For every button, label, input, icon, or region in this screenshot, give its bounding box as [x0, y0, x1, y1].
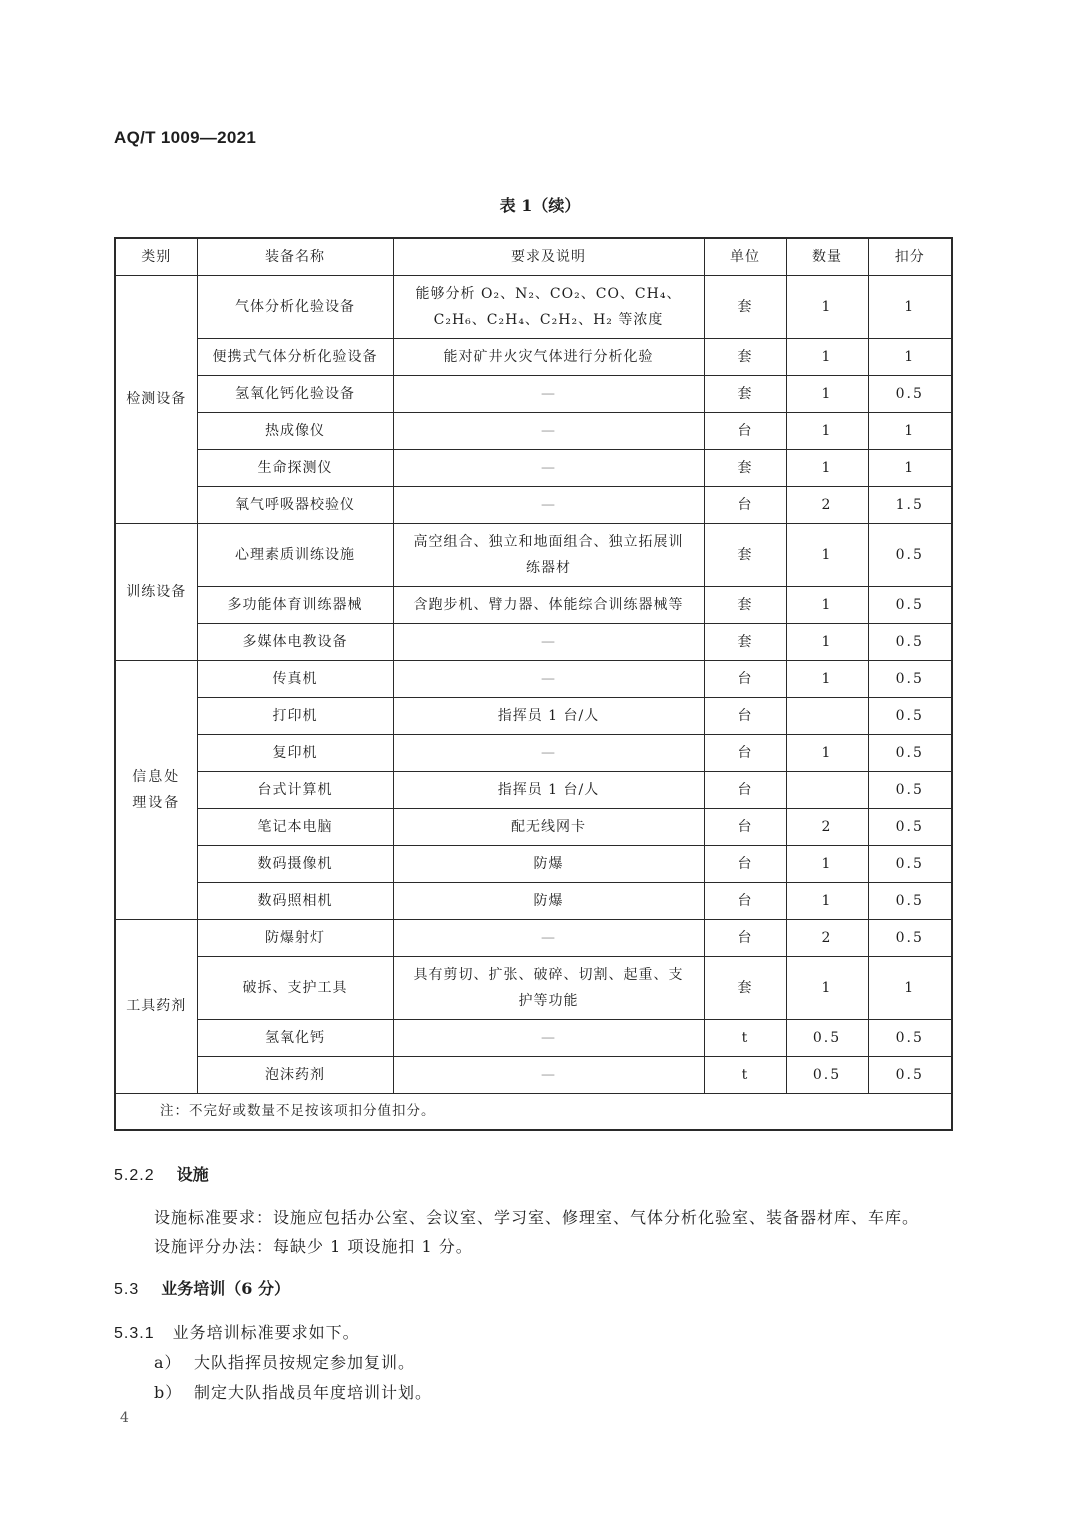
section-number: 5.3 — [114, 1281, 140, 1298]
table-body — [115, 275, 952, 1093]
unit-cell: 台 — [704, 771, 786, 808]
deduct-cell: 0.5 — [868, 882, 952, 919]
deduct-cell: 1 — [868, 275, 952, 338]
qty-cell: 1 — [786, 660, 868, 697]
name-cell: 数码摄像机 — [197, 845, 393, 882]
qty-cell — [786, 697, 868, 734]
name-cell: 笔记本电脑 — [197, 808, 393, 845]
name-cell: 氢氧化钙化验设备 — [197, 375, 393, 412]
section-title: 业务培训（6 分） — [161, 1279, 290, 1298]
desc-cell: 高空组合、独立和地面组合、独立拓展训练器材 — [393, 523, 704, 586]
unit-cell: 套 — [704, 375, 786, 412]
table-row — [115, 845, 952, 882]
name-cell: 氢氧化钙 — [197, 1019, 393, 1056]
standard-code: AQ/T 1009—2021 — [114, 128, 257, 147]
table-row — [115, 449, 952, 486]
table-note-row — [115, 1093, 952, 1130]
deduct-cell: 1.5 — [868, 486, 952, 523]
qty-cell: 1 — [786, 882, 868, 919]
header-unit: 单位 — [704, 238, 786, 275]
qty-cell: 1 — [786, 375, 868, 412]
deduct-cell: 1 — [868, 956, 952, 1019]
name-cell: 数码照相机 — [197, 882, 393, 919]
section-text: 业务培训标准要求如下。 — [172, 1323, 360, 1342]
category-cell: 检测设备 — [115, 275, 197, 523]
desc-cell: 防爆 — [393, 882, 704, 919]
list-item — [154, 1380, 432, 1403]
unit-cell: 套 — [704, 956, 786, 1019]
header-name: 装备名称 — [197, 238, 393, 275]
facility-scoring: 设施评分办法：每缺少 1 项设施扣 1 分。 — [154, 1237, 473, 1256]
deduct-cell: 1 — [868, 449, 952, 486]
table-row — [115, 882, 952, 919]
section-number: 5.3.1 — [114, 1325, 155, 1342]
table-row — [115, 1019, 952, 1056]
unit-cell: 套 — [704, 523, 786, 586]
desc-cell: 能对矿井火灾气体进行分析化验 — [393, 338, 704, 375]
unit-cell: 台 — [704, 660, 786, 697]
unit-cell: t — [704, 1019, 786, 1056]
desc-cell: — — [393, 919, 704, 956]
deduct-cell: 0.5 — [868, 623, 952, 660]
list-item-label: a） — [154, 1353, 182, 1372]
list-item — [154, 1350, 415, 1373]
page-number: 4 — [120, 1410, 129, 1426]
table-row — [115, 486, 952, 523]
qty-cell: 2 — [786, 808, 868, 845]
deduct-cell: 1 — [868, 338, 952, 375]
desc-cell: — — [393, 1019, 704, 1056]
table-caption: 表 1（续） — [499, 196, 581, 215]
header-deduct: 扣分 — [868, 238, 952, 275]
category-cell: 工具药剂 — [115, 919, 197, 1093]
name-cell: 心理素质训练设施 — [197, 523, 393, 586]
qty-cell: 2 — [786, 919, 868, 956]
desc-cell: 含跑步机、臂力器、体能综合训练器械等 — [393, 586, 704, 623]
deduct-cell: 0.5 — [868, 1056, 952, 1093]
qty-cell: 1 — [786, 956, 868, 1019]
table-row — [115, 1056, 952, 1093]
name-cell: 热成像仪 — [197, 412, 393, 449]
section-title: 设施 — [176, 1165, 209, 1184]
name-cell: 便携式气体分析化验设备 — [197, 338, 393, 375]
desc-cell: — — [393, 412, 704, 449]
qty-cell — [786, 771, 868, 808]
deduct-cell: 0.5 — [868, 771, 952, 808]
deduct-cell: 0.5 — [868, 919, 952, 956]
desc-cell: — — [393, 734, 704, 771]
unit-cell: 台 — [704, 697, 786, 734]
section-number: 5.2.2 — [114, 1167, 155, 1184]
qty-cell: 1 — [786, 449, 868, 486]
qty-cell: 1 — [786, 845, 868, 882]
name-cell: 复印机 — [197, 734, 393, 771]
header-category: 类别 — [115, 238, 197, 275]
unit-cell: 套 — [704, 449, 786, 486]
name-cell: 泡沫药剂 — [197, 1056, 393, 1093]
name-cell: 传真机 — [197, 660, 393, 697]
qty-cell: 1 — [786, 523, 868, 586]
unit-cell: 套 — [704, 586, 786, 623]
category-cell: 信息处理设备 — [115, 660, 197, 919]
unit-cell: 台 — [704, 412, 786, 449]
table-row — [115, 338, 952, 375]
section-5-3-1 — [114, 1320, 360, 1343]
desc-cell: — — [393, 660, 704, 697]
name-cell: 生命探测仪 — [197, 449, 393, 486]
unit-cell: 套 — [704, 275, 786, 338]
category-cell: 训练设备 — [115, 523, 197, 660]
desc-cell: — — [393, 1056, 704, 1093]
unit-cell: 台 — [704, 845, 786, 882]
equipment-table — [114, 237, 953, 1131]
table-row — [115, 734, 952, 771]
unit-cell: 台 — [704, 808, 786, 845]
header-desc: 要求及说明 — [393, 238, 704, 275]
facility-requirement: 设施标准要求：设施应包括办公室、会议室、学习室、修理室、气体分析化验室、装备器材库、车库。 — [154, 1208, 920, 1227]
table-row — [115, 697, 952, 734]
qty-cell: 1 — [786, 586, 868, 623]
unit-cell: 台 — [704, 486, 786, 523]
table-header-row — [115, 238, 952, 275]
table-row — [115, 412, 952, 449]
list-item-text: 制定大队指战员年度培训计划。 — [194, 1383, 433, 1402]
table-row — [115, 919, 952, 956]
name-cell: 多功能体育训练器械 — [197, 586, 393, 623]
desc-cell: — — [393, 375, 704, 412]
deduct-cell: 0.5 — [868, 523, 952, 586]
name-cell: 防爆射灯 — [197, 919, 393, 956]
qty-cell: 0.5 — [786, 1056, 868, 1093]
table-row — [115, 586, 952, 623]
name-cell: 氧气呼吸器校验仪 — [197, 486, 393, 523]
table-row — [115, 623, 952, 660]
table-row — [115, 660, 952, 697]
deduct-cell: 0.5 — [868, 697, 952, 734]
desc-cell: — — [393, 486, 704, 523]
deduct-cell: 0.5 — [868, 734, 952, 771]
desc-cell: — — [393, 623, 704, 660]
unit-cell: 台 — [704, 919, 786, 956]
deduct-cell: 0.5 — [868, 808, 952, 845]
unit-cell: 台 — [704, 734, 786, 771]
name-cell: 台式计算机 — [197, 771, 393, 808]
table-row — [115, 956, 952, 1019]
unit-cell: 套 — [704, 623, 786, 660]
desc-cell: 指挥员 1 台/人 — [393, 771, 704, 808]
section-5-2-2-heading — [114, 1162, 209, 1185]
qty-cell: 1 — [786, 412, 868, 449]
table-row — [115, 275, 952, 338]
qty-cell: 1 — [786, 275, 868, 338]
qty-cell: 2 — [786, 486, 868, 523]
table-row — [115, 523, 952, 586]
name-cell: 气体分析化验设备 — [197, 275, 393, 338]
desc-cell: 配无线网卡 — [393, 808, 704, 845]
table-row — [115, 771, 952, 808]
desc-cell: 能够分析 O₂、N₂、CO₂、CO、CH₄、C₂H₆、C₂H₄、C₂H₂、H₂ 等浓度 — [393, 275, 704, 338]
table-row — [115, 808, 952, 845]
deduct-cell: 0.5 — [868, 845, 952, 882]
deduct-cell: 0.5 — [868, 660, 952, 697]
list-item-text: 大队指挥员按规定参加复训。 — [194, 1353, 416, 1372]
desc-cell: — — [393, 449, 704, 486]
unit-cell: 台 — [704, 882, 786, 919]
section-5-3-heading — [114, 1276, 290, 1299]
qty-cell: 1 — [786, 338, 868, 375]
qty-cell: 0.5 — [786, 1019, 868, 1056]
deduct-cell: 1 — [868, 412, 952, 449]
list-item-label: b） — [154, 1383, 183, 1402]
unit-cell: t — [704, 1056, 786, 1093]
name-cell: 破拆、支护工具 — [197, 956, 393, 1019]
unit-cell: 套 — [704, 338, 786, 375]
table-row — [115, 375, 952, 412]
qty-cell: 1 — [786, 623, 868, 660]
name-cell: 多媒体电教设备 — [197, 623, 393, 660]
name-cell: 打印机 — [197, 697, 393, 734]
desc-cell: 指挥员 1 台/人 — [393, 697, 704, 734]
desc-cell: 防爆 — [393, 845, 704, 882]
desc-cell: 具有剪切、扩张、破碎、切割、起重、支护等功能 — [393, 956, 704, 1019]
deduct-cell: 0.5 — [868, 586, 952, 623]
deduct-cell: 0.5 — [868, 1019, 952, 1056]
deduct-cell: 0.5 — [868, 375, 952, 412]
qty-cell: 1 — [786, 734, 868, 771]
table-note: 注：不完好或数量不足按该项扣分值扣分。 — [115, 1093, 952, 1130]
header-qty: 数量 — [786, 238, 868, 275]
